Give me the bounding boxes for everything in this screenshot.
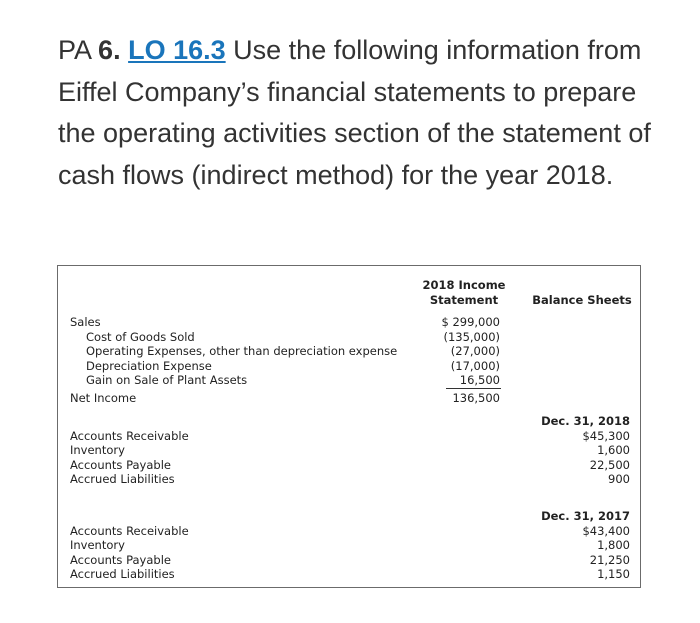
balance-row-value: 1,600 (597, 443, 630, 457)
balance-date-2017: Dec. 31, 2017 (541, 509, 630, 523)
financial-data-table (57, 265, 641, 588)
income-row-label: Cost of Goods Sold (86, 329, 195, 344)
balance-row-value: 1,150 (597, 567, 630, 581)
income-row-label: Operating Expenses, other than depreciation expense (86, 344, 398, 358)
subtotal-rule (446, 388, 501, 389)
balance-row-label: Accrued Liabilities (70, 567, 175, 581)
income-row-label: Depreciation Expense (86, 358, 212, 373)
pa-number: 6. (98, 35, 121, 65)
income-row-value: (135,000) (443, 329, 500, 344)
income-row-label: Gain on Sale of Plant Assets (86, 373, 248, 387)
income-row-value: $ 299,000 (441, 315, 500, 329)
income-row-value: (27,000) (450, 344, 500, 358)
pa-label: PA (58, 35, 91, 65)
balance-row-label: Accounts Payable (70, 552, 171, 567)
balance-row-label: Accrued Liabilities (70, 472, 175, 486)
balance-row-label: Inventory (70, 443, 125, 457)
balance-sheets-header: Balance Sheets (532, 292, 632, 307)
balance-row-value: $45,300 (582, 428, 630, 443)
balance-row-value: 1,800 (597, 538, 630, 552)
income-statement-header-line1: 2018 Income (422, 278, 506, 292)
question-body: Use the following information from Eiffel Company’s financial statements to prepare the operating activities section of the statement of cash flows (indirect method) for the year 2018. (58, 35, 651, 190)
net-income-label: Net Income (70, 391, 137, 405)
net-income-value: 136,500 (452, 391, 500, 405)
balance-row-value: $43,400 (582, 523, 630, 538)
question-text (58, 30, 658, 196)
balance-row-value: 21,250 (589, 552, 630, 567)
income-row-label: Sales (70, 315, 101, 329)
learning-objective-link[interactable]: LO 16.3 (128, 35, 226, 65)
balance-row-label: Accounts Receivable (70, 428, 189, 443)
balance-date-2018: Dec. 31, 2018 (541, 414, 630, 428)
income-statement-header-line2: Statement (429, 292, 499, 307)
balance-row-label: Accounts Receivable (70, 523, 189, 538)
balance-row-label: Accounts Payable (70, 457, 171, 472)
balance-row-label: Inventory (70, 538, 125, 552)
balance-row-value: 22,500 (589, 457, 630, 472)
income-row-value: (17,000) (450, 358, 500, 373)
income-row-value: 16,500 (459, 373, 500, 387)
balance-row-value: 900 (608, 472, 630, 486)
